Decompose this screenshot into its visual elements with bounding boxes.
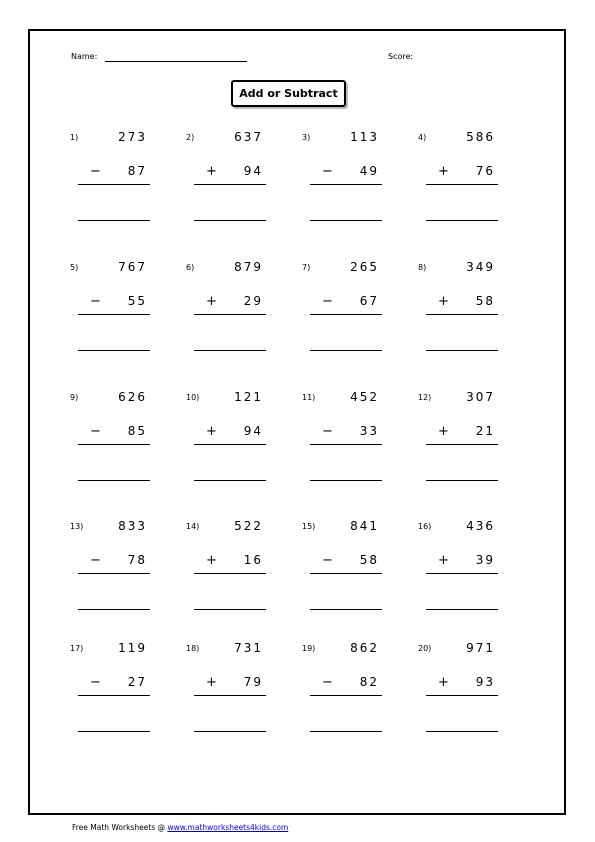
- answer-line[interactable]: [78, 350, 150, 351]
- problem-number: 20): [418, 644, 432, 653]
- answer-line[interactable]: [194, 480, 266, 481]
- score-label: Score:: [388, 52, 414, 61]
- footer: [72, 823, 288, 832]
- problem-bottom-number: 82: [359, 675, 379, 689]
- problem-number: 18): [186, 644, 200, 653]
- operator-sign: +: [206, 294, 217, 309]
- name-field-line[interactable]: [105, 61, 247, 62]
- problem-bottom-number: 39: [475, 553, 495, 567]
- problem-bottom-number: 79: [243, 675, 263, 689]
- problem-top-number: 113: [350, 130, 379, 144]
- problem-bottom-number: 58: [475, 294, 495, 308]
- problem-number: 2): [186, 133, 195, 142]
- operation-line: [78, 314, 150, 315]
- problem-number: 10): [186, 393, 200, 402]
- problem-top-number: 841: [350, 519, 379, 533]
- problem-17: [70, 641, 180, 751]
- operator-sign: −: [90, 424, 101, 439]
- problem-number: 5): [70, 263, 79, 272]
- name-label: Name:: [71, 52, 98, 61]
- problem-16: [418, 519, 528, 629]
- problem-11: [302, 390, 412, 500]
- operation-line: [426, 695, 498, 696]
- problem-bottom-number: 29: [243, 294, 263, 308]
- problem-number: 7): [302, 263, 311, 272]
- problem-number: 4): [418, 133, 427, 142]
- operator-sign: −: [90, 294, 101, 309]
- operator-sign: +: [438, 294, 449, 309]
- operation-line: [426, 184, 498, 185]
- answer-line[interactable]: [310, 220, 382, 221]
- operator-sign: −: [90, 553, 101, 568]
- operation-line: [194, 314, 266, 315]
- operation-line: [426, 444, 498, 445]
- operation-line: [78, 573, 150, 574]
- answer-line[interactable]: [194, 350, 266, 351]
- operation-line: [310, 695, 382, 696]
- operator-sign: +: [206, 164, 217, 179]
- operation-line: [310, 184, 382, 185]
- operation-line: [194, 695, 266, 696]
- answer-line[interactable]: [78, 220, 150, 221]
- problem-bottom-number: 67: [359, 294, 379, 308]
- problem-bottom-number: 55: [127, 294, 147, 308]
- problem-number: 8): [418, 263, 427, 272]
- operator-sign: −: [90, 164, 101, 179]
- footer-link[interactable]: www.mathworksheets4kids.com: [167, 823, 289, 832]
- problem-number: 3): [302, 133, 311, 142]
- operator-sign: −: [322, 675, 333, 690]
- operator-sign: −: [322, 553, 333, 568]
- operation-line: [194, 444, 266, 445]
- problem-number: 12): [418, 393, 432, 402]
- answer-line[interactable]: [310, 480, 382, 481]
- problem-top-number: 637: [234, 130, 263, 144]
- operator-sign: +: [438, 164, 449, 179]
- problem-7: [302, 260, 412, 370]
- operator-sign: +: [206, 553, 217, 568]
- problem-1: [70, 130, 180, 240]
- problem-3: [302, 130, 412, 240]
- answer-line[interactable]: [426, 350, 498, 351]
- problem-bottom-number: 94: [243, 164, 263, 178]
- operator-sign: −: [322, 164, 333, 179]
- problem-9: [70, 390, 180, 500]
- problem-bottom-number: 76: [475, 164, 495, 178]
- problem-2: [186, 130, 296, 240]
- operator-sign: −: [90, 675, 101, 690]
- problem-top-number: 862: [350, 641, 379, 655]
- answer-line[interactable]: [78, 609, 150, 610]
- problem-number: 14): [186, 522, 200, 531]
- answer-line[interactable]: [194, 220, 266, 221]
- answer-line[interactable]: [426, 220, 498, 221]
- problem-bottom-number: 27: [127, 675, 147, 689]
- operator-sign: +: [206, 424, 217, 439]
- problem-number: 6): [186, 263, 195, 272]
- problem-number: 15): [302, 522, 316, 531]
- problem-top-number: 731: [234, 641, 263, 655]
- problem-number: 13): [70, 522, 84, 531]
- problem-top-number: 436: [466, 519, 495, 533]
- problem-bottom-number: 21: [475, 424, 495, 438]
- problem-bottom-number: 58: [359, 553, 379, 567]
- problem-18: [186, 641, 296, 751]
- answer-line[interactable]: [78, 480, 150, 481]
- problem-15: [302, 519, 412, 629]
- problem-bottom-number: 33: [359, 424, 379, 438]
- answer-line[interactable]: [194, 609, 266, 610]
- operation-line: [194, 573, 266, 574]
- operation-line: [78, 184, 150, 185]
- problem-top-number: 879: [234, 260, 263, 274]
- problem-bottom-number: 16: [243, 553, 263, 567]
- problem-top-number: 307: [466, 390, 495, 404]
- operator-sign: +: [438, 553, 449, 568]
- problem-top-number: 971: [466, 641, 495, 655]
- problem-19: [302, 641, 412, 751]
- problem-number: 9): [70, 393, 79, 402]
- problem-top-number: 522: [234, 519, 263, 533]
- problem-top-number: 626: [118, 390, 147, 404]
- answer-line[interactable]: [310, 350, 382, 351]
- answer-line[interactable]: [310, 609, 382, 610]
- operation-line: [78, 444, 150, 445]
- operation-line: [310, 573, 382, 574]
- answer-line[interactable]: [78, 731, 150, 732]
- operation-line: [310, 444, 382, 445]
- problem-top-number: 452: [350, 390, 379, 404]
- operation-line: [310, 314, 382, 315]
- problem-top-number: 265: [350, 260, 379, 274]
- operator-sign: −: [322, 424, 333, 439]
- operation-line: [426, 314, 498, 315]
- problem-4: [418, 130, 528, 240]
- problem-10: [186, 390, 296, 500]
- problem-12: [418, 390, 528, 500]
- problem-bottom-number: 94: [243, 424, 263, 438]
- operation-line: [194, 184, 266, 185]
- answer-line[interactable]: [310, 731, 382, 732]
- operator-sign: +: [438, 675, 449, 690]
- problem-bottom-number: 87: [127, 164, 147, 178]
- footer-text: Free Math Worksheets @: [72, 823, 168, 832]
- problem-number: 11): [302, 393, 316, 402]
- problem-top-number: 121: [234, 390, 263, 404]
- problem-top-number: 767: [118, 260, 147, 274]
- operation-line: [426, 573, 498, 574]
- problem-5: [70, 260, 180, 370]
- answer-line[interactable]: [194, 731, 266, 732]
- problem-number: 17): [70, 644, 84, 653]
- problem-13: [70, 519, 180, 629]
- problem-bottom-number: 85: [127, 424, 147, 438]
- operator-sign: +: [438, 424, 449, 439]
- problem-6: [186, 260, 296, 370]
- problem-14: [186, 519, 296, 629]
- problem-bottom-number: 78: [127, 553, 147, 567]
- answer-line[interactable]: [426, 731, 498, 732]
- problem-bottom-number: 49: [359, 164, 379, 178]
- problem-top-number: 273: [118, 130, 147, 144]
- problem-number: 16): [418, 522, 432, 531]
- problem-8: [418, 260, 528, 370]
- problem-top-number: 349: [466, 260, 495, 274]
- problem-20: [418, 641, 528, 751]
- answer-line[interactable]: [426, 480, 498, 481]
- problem-bottom-number: 93: [475, 675, 495, 689]
- problem-top-number: 586: [466, 130, 495, 144]
- problem-number: 1): [70, 133, 79, 142]
- problem-top-number: 119: [118, 641, 147, 655]
- operator-sign: −: [322, 294, 333, 309]
- problem-number: 19): [302, 644, 316, 653]
- answer-line[interactable]: [426, 609, 498, 610]
- worksheet-title: Add or Subtract: [231, 80, 346, 107]
- operator-sign: +: [206, 675, 217, 690]
- operation-line: [78, 695, 150, 696]
- problem-top-number: 833: [118, 519, 147, 533]
